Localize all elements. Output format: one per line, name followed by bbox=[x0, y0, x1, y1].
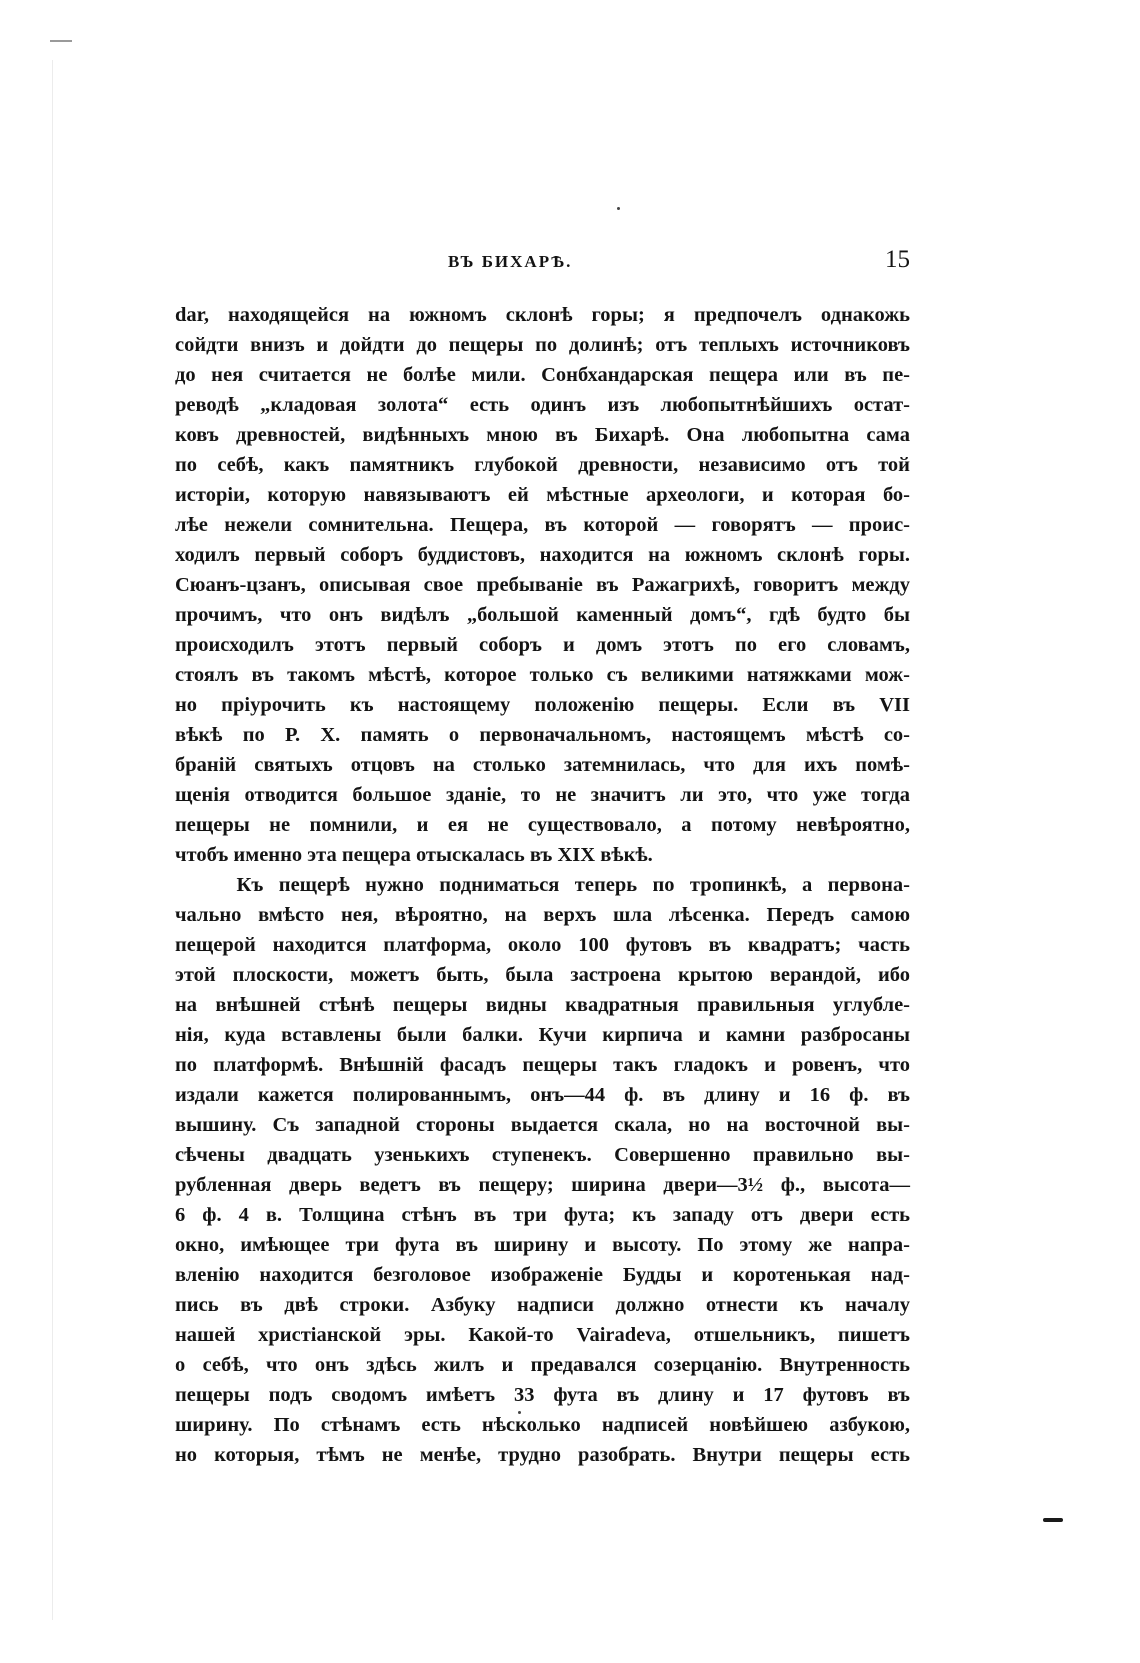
text-line: пись въ двѣ строки. Азбуку надписи должно отнести къ началу bbox=[175, 1294, 910, 1316]
text-line: dar, находящейся на южномъ склонѣ горы; я предпочелъ однакожь bbox=[175, 304, 910, 326]
page-number: 15 bbox=[885, 246, 910, 273]
text-line: ширину. По стѣнамъ есть нѣсколько надписей новѣйшею азбукою, bbox=[175, 1414, 910, 1436]
text-line: этой плоскости, можетъ быть, была застроена крытою верандой, ибо bbox=[175, 964, 910, 986]
running-title: ВЪ БИХАРѢ. bbox=[448, 252, 573, 271]
text-line: прочимъ, что онъ видѣлъ „большой каменный домъ“, гдѣ будто бы bbox=[175, 604, 910, 626]
text-line: окно, имѣющее три фута въ ширину и высоту. По этому же напра- bbox=[175, 1234, 910, 1256]
running-header bbox=[175, 246, 910, 276]
text-line: но пріурочить къ настоящему положенію пещеры. Если въ VII bbox=[175, 694, 910, 716]
text-line: вѣкѣ по Р. Х. память о первоначальномъ, настоящемъ мѣстѣ со- bbox=[175, 724, 910, 746]
text-line: браній святыхъ отцовъ на столько затемнилась, что для ихъ помѣ- bbox=[175, 754, 910, 776]
text-line: пещеры подъ сводомъ имѣетъ 33 фута въ длину и 17 футовъ въ bbox=[175, 1384, 910, 1406]
text-line: 6 ф. 4 в. Толщина стѣнъ въ три фута; къ западу отъ двери есть bbox=[175, 1204, 910, 1226]
text-line: нашей христіанской эры. Какой-то Vairadeva, отшельникъ, пишетъ bbox=[175, 1324, 910, 1346]
text-line: по себѣ, какъ памятникъ глубокой древности, независимо отъ той bbox=[175, 454, 910, 476]
text-line: исторіи, которую навязываютъ ей мѣстные археологи, и которая бо- bbox=[175, 484, 910, 506]
text-line: о себѣ, что онъ здѣсь жилъ и предавался созерцанію. Внутренность bbox=[175, 1354, 910, 1376]
text-line: происходилъ этотъ первый соборъ и домъ этотъ по его словамъ, bbox=[175, 634, 910, 656]
text-line: нія, куда вставлены были балки. Кучи кирпича и камни разбросаны bbox=[175, 1024, 910, 1046]
text-line: реводѣ „кладовая золота“ есть одинъ изъ любопытнѣйшихъ остат- bbox=[175, 394, 910, 416]
ink-speck bbox=[617, 207, 620, 210]
text-line: вышину. Съ западной стороны выдается скала, но на восточной вы- bbox=[175, 1114, 910, 1136]
text-line: вленію находится безголовое изображеніе Будды и коротенькая над- bbox=[175, 1264, 910, 1286]
text-line: ковъ древностей, видѣнныхъ мною въ Бихарѣ. Она любопытна сама bbox=[175, 424, 910, 446]
text-line: по платформѣ. Внѣшній фасадъ пещеры такъ гладокъ и ровенъ, что bbox=[175, 1054, 910, 1076]
text-line: стоялъ въ такомъ мѣстѣ, которое только съ великими натяжками мож- bbox=[175, 664, 910, 686]
text-line: сойдти внизъ и дойдти до пещеры по долинѣ; отъ теплыхъ источниковъ bbox=[175, 334, 910, 356]
paragraph-end-line: чтобъ именно эта пещера отыскалась въ XIX вѣкѣ. bbox=[175, 844, 653, 866]
text-line: пещерой находится платформа, около 100 футовъ въ квадратъ; часть bbox=[175, 934, 910, 956]
gutter-line bbox=[52, 60, 53, 1620]
text-line: на внѣшней стѣнѣ пещеры видны квадратныя правильныя углубле- bbox=[175, 994, 910, 1016]
text-line: но которыя, тѣмъ не менѣе, трудно разобрать. Внутри пещеры есть bbox=[175, 1444, 910, 1466]
scan-mark-top-left bbox=[50, 40, 72, 42]
text-line: до нея считается не болѣе мили. Сонбхандарская пещера или въ пе- bbox=[175, 364, 910, 386]
text-line: лѣе нежели сомнительна. Пещера, въ которой — говорятъ — проис- bbox=[175, 514, 910, 536]
text-line: ходилъ первый соборъ буддистовъ, находится на южномъ склонѣ горы. bbox=[175, 544, 910, 566]
text-line: сѣчены двадцать узенькихъ ступенекъ. Совершенно правильно вы- bbox=[175, 1144, 910, 1166]
paragraph-start-line: Къ пещерѣ нужно подниматься теперь по тропинкѣ, а первона- bbox=[175, 874, 910, 896]
text-line: рубленная дверь ведетъ въ пещеру; ширина двери—3½ ф., высота— bbox=[175, 1174, 910, 1196]
scan-mark-right bbox=[1043, 1518, 1063, 1522]
text-line: чально вмѣсто нея, вѣроятно, на верхъ шла лѣсенка. Передъ самою bbox=[175, 904, 910, 926]
text-line: Сюанъ-цзанъ, описывая свое пребываніе въ Ражагрихѣ, говоритъ между bbox=[175, 574, 910, 596]
text-line: пещеры не помнили, и ея не существовало, а потому невѣроятно, bbox=[175, 814, 910, 836]
body-text bbox=[175, 300, 910, 1470]
text-line: издали кажется полированнымъ, онъ—44 ф. въ длину и 16 ф. въ bbox=[175, 1084, 910, 1106]
text-line: щенія отводится большое зданіе, то не значитъ ли это, что уже тогда bbox=[175, 784, 910, 806]
